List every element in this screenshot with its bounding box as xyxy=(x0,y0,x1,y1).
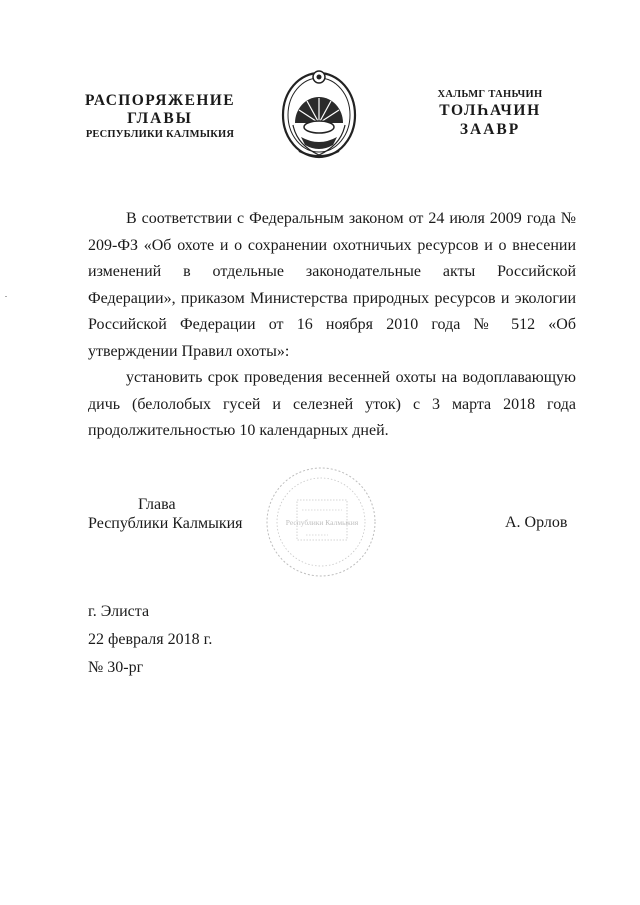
body-paragraph-1: В соответствии с Федеральным законом от 24 июля 2009 года № 209-ФЗ «Об охоте и о сохранении охотничьих ресурсов и о внесении изменений в отдельные законодательные акты Российской Федерации», приказом Министерства природных ресурсов и экологии Российской Федерации от 16 ноября 2010 года № 512 «Об утверждении Правил охоты»: xyxy=(88,210,576,360)
official-seal-stamp xyxy=(262,462,380,582)
document-footer xyxy=(88,598,212,682)
signatory-title-line2: Республики Калмыкия xyxy=(88,515,243,532)
scan-margin-mark xyxy=(5,296,7,297)
header-left-line1: РАСПОРЯЖЕНИЕ xyxy=(84,92,236,109)
footer-city: г. Элиста xyxy=(88,603,150,620)
header-left xyxy=(60,92,260,142)
footer-date: 22 февраля 2018 г. xyxy=(88,631,213,648)
coat-of-arms-emblem xyxy=(279,65,359,165)
signatory-title-line1: Глава xyxy=(138,496,176,513)
footer-number: № 30-рг xyxy=(88,659,144,676)
header-right-line3: ЗААВР xyxy=(459,121,521,138)
stamp-text: Республики Калмыкия xyxy=(285,518,359,527)
header-right-line2: ТОЛҺАЧИН xyxy=(439,102,541,119)
header-left-line2: ГЛАВЫ xyxy=(127,110,193,127)
header-right xyxy=(415,88,565,140)
signatory-name: А. Орлов xyxy=(505,514,568,531)
signatory-title xyxy=(88,495,243,533)
body-paragraph-2: установить срок проведения весенней охоты на водоплавающую дичь (белолобых гусей и селезней уток) с 3 марта 2018 года продолжительностью 10 календарных дней. xyxy=(88,369,576,439)
header-left-line3: РЕСПУБЛИКИ КАЛМЫКИЯ xyxy=(85,129,235,140)
header-right-line1: ХАЛЬМГ ТАНЬЧИН xyxy=(437,89,543,100)
document-body xyxy=(88,206,576,445)
